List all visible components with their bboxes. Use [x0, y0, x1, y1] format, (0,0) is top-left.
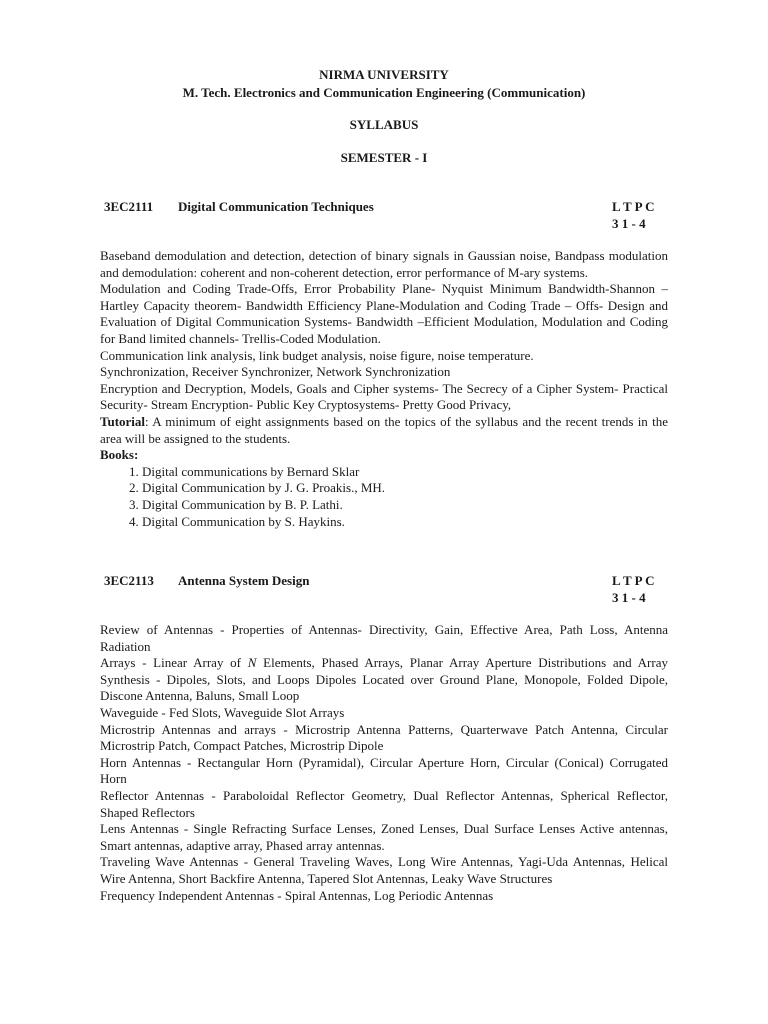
arrays-text-a: Arrays - Linear Array of — [100, 655, 248, 671]
university-title: NIRMA UNIVERSITY — [319, 67, 449, 82]
course1-paragraph: Baseband demodulation and detection, detection of binary signals in Gaussian noise, Bandpass modulation and demodulation: coherent and non-coherent detection, error performance of M-ary systems. — [100, 248, 668, 280]
book-item: 1. Digital communications by Bernard Sklar — [142, 464, 668, 481]
book-item: 4. Digital Communication by S. Haykins. — [142, 514, 668, 531]
course1-title: Digital Communication Techniques — [178, 199, 374, 214]
tutorial-label: Tutorial — [100, 413, 146, 429]
course1-ltpc-label: L T P C — [612, 199, 655, 214]
course2-paragraph: Waveguide - Fed Slots, Waveguide Slot Arrays — [100, 704, 345, 720]
program-title: M. Tech. Electronics and Communication Engineering (Communication) — [182, 85, 586, 100]
course2-ltpc — [612, 573, 664, 606]
course1-paragraph: Encryption and Decryption, Models, Goals and Cipher systems- The Secrecy of a Cipher System- Practical Security- Stream Encryption- Public Key Cryptosystems- Pretty Good Privacy, — [100, 380, 668, 413]
course2-paragraph: Review of Antennas - Properties of Antennas- Directivity, Gain, Effective Area, Path Loss, Antenna Radiation — [100, 622, 668, 654]
tutorial-text: : A minimum of eight assignments based on the topics of the syllabus and the recent trends in the area will be assigned to the students. — [100, 413, 668, 446]
course2-paragraph: Reflector Antennas - Paraboloidal Reflector Geometry, Dual Reflector Antennas, Spherical Reflector, Shaped Reflectors — [100, 787, 668, 820]
course1-tutorial — [100, 414, 668, 447]
course2-heading — [104, 573, 664, 605]
course1-heading — [104, 199, 664, 231]
course2-paragraph: Lens Antennas - Single Refracting Surface Lenses, Zoned Lenses, Dual Surface Lenses Active antennas, Smart antennas, adaptive array, Phased array antennas. — [100, 821, 668, 853]
course2-paragraph: Horn Antennas - Rectangular Horn (Pyramidal), Circular Aperture Horn, Circular (Conical) Corrugated Horn — [100, 754, 668, 787]
course2-paragraph — [100, 655, 668, 705]
course1-paragraph: Communication link analysis, link budget analysis, noise figure, noise temperature. — [100, 347, 534, 363]
course1-ltpc — [612, 199, 664, 232]
semester-heading: SEMESTER - I — [340, 150, 428, 165]
book-item: 3. Digital Communication by B. P. Lathi. — [142, 497, 668, 514]
course2-paragraph: Traveling Wave Antennas - General Traveling Waves, Long Wire Antennas, Yagi-Uda Antennas, Helical Wire Antenna, Short Backfire Antenna, Tapered Slot Antennas, Leaky Wave Structures — [100, 854, 668, 886]
course1-paragraph: Synchronization, Receiver Synchronizer, Network Synchronization — [100, 364, 451, 380]
books-label: Books: — [100, 447, 139, 463]
arrays-n: N — [247, 655, 257, 671]
course1-code: 3EC2111 — [104, 199, 154, 214]
syllabus-heading: SYLLABUS — [349, 117, 419, 132]
course2-content — [100, 622, 668, 904]
course1-content — [100, 248, 668, 530]
course2-code: 3EC2113 — [104, 573, 154, 588]
books-list — [100, 464, 668, 530]
arrays-text-b: Elements, Phased Arrays, Planar Array Aperture Distributions and Array Synthesis - Dipoles, Slots, and Loops Dipoles Located over Ground Plane, Monopole, Folded Dipole, Discone Antenna, Baluns, Small Loop — [100, 655, 668, 704]
course1-paragraph: Modulation and Coding Trade-Offs, Error Probability Plane- Nyquist Minimum Bandwidth-Shannon –Hartley Capacity theorem- Bandwidth Efficiency Plane-Modulation and Coding Trade – Offs- Design and Evaluation of Digital Communication Systems- Bandwidth –Efficient Modulation, Modulation and Coding for Band limited channels- Trellis-Coded Modulation. — [100, 281, 668, 346]
course2-ltpc-values: 3 1 - 4 — [612, 589, 646, 605]
course1-ltpc-values: 3 1 - 4 — [612, 215, 646, 231]
course2-title: Antenna System Design — [178, 573, 310, 588]
course2-ltpc-label: L T P C — [612, 573, 655, 588]
book-item: 2. Digital Communication by J. G. Proakis., MH. — [142, 480, 668, 497]
course2-paragraph: Frequency Independent Antennas - Spiral Antennas, Log Periodic Antennas — [100, 887, 494, 903]
course2-paragraph: Microstrip Antennas and arrays - Microstrip Antenna Patterns, Quarterwave Patch Antenna, Circular Microstrip Patch, Compact Patches, Microstrip Dipole — [100, 721, 668, 754]
